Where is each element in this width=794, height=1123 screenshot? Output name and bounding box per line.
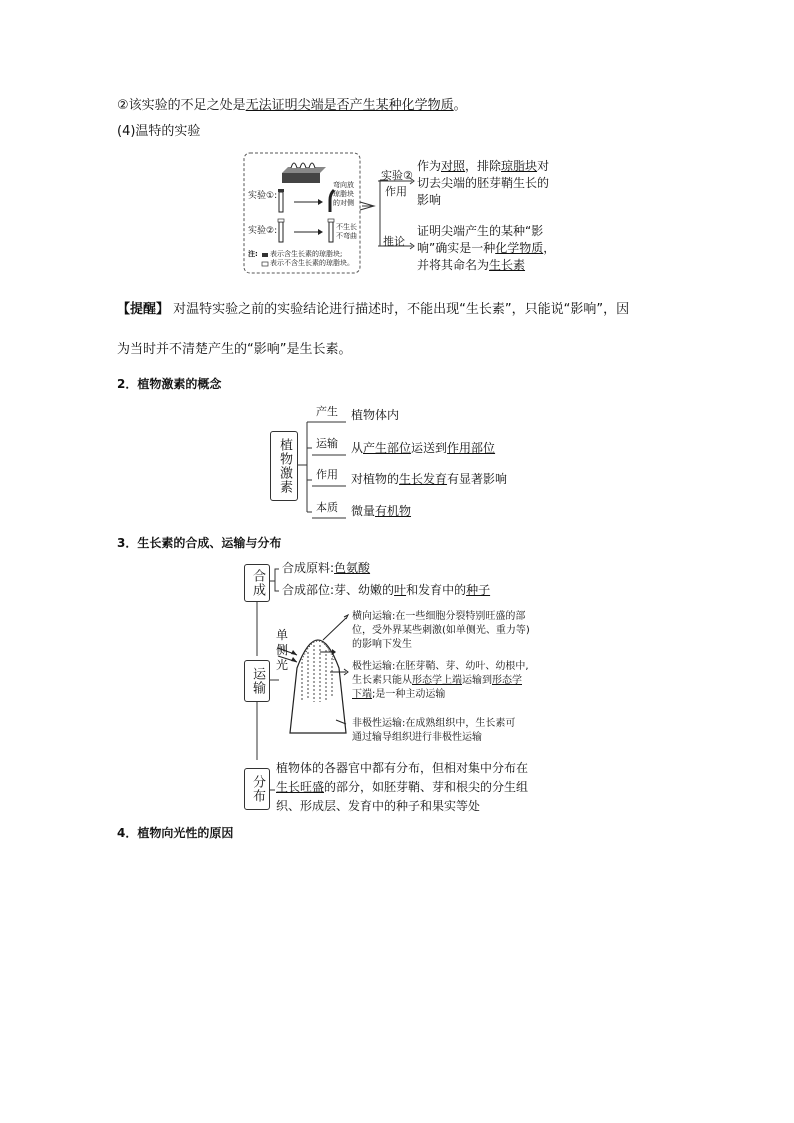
role-text-line1: 作为对照，排除琼脂块对 [417, 159, 550, 173]
concept-text-function: 对植物的生长发育有显著影响 [351, 472, 508, 486]
concept-text-transport: 从产生部位运送到作用部位 [351, 441, 496, 455]
figure-note-2: 表示不含生长素的琼脂块。 [270, 259, 354, 267]
distribution-line3: 织、形成层、发育中的种子和果实等处 [276, 799, 481, 813]
section3-heading: 3．生长素的合成、运输与分布 [117, 536, 282, 550]
polar-transport: 极性运输:在胚芽鞘、芽、幼叶、幼根中, 生长素只能从形态学上端运输到形态学 下端;是一种主动运输 [352, 661, 529, 700]
lateral-transport: 横向运输:在一些细胞分裂特别旺盛的部 位，受外界某些刺激(如单侧光、重力等) 的影响下发生 [352, 611, 530, 650]
infer-line2: 响”确实是一种化学物质， [417, 241, 556, 255]
role-text-line2: 切去尖端的胚芽鞘生长的 [417, 176, 550, 190]
synthesis-material: 合成原料:色氨酸 [282, 561, 371, 575]
concept-label-transport: 运输 [316, 437, 338, 450]
role-label-2: 作用 [385, 185, 407, 198]
synthesis-box: 合成 [244, 564, 270, 602]
infer-line3: 并将其命名为生长素 [417, 258, 526, 272]
section2-heading: 2．植物激素的概念 [117, 377, 222, 391]
transport-box: 运输 [244, 660, 270, 702]
concept-text-produce: 植物体内 [351, 408, 400, 422]
concept-text-essence: 微量有机物 [351, 504, 412, 518]
distribution-line2: 生长旺盛的部分，如胚芽鞘、芽和根尖的分生组 [276, 780, 529, 794]
distribution-line1: 植物体的各器官中都有分布，但相对集中分布在 [276, 761, 529, 775]
distribution-box: 分布 [244, 768, 270, 810]
conclusion-answer: 无法证明尖端是否产生某种化学物质 [245, 98, 454, 113]
exp2-label: 实验②: [248, 226, 278, 236]
conclusion-prefix: ②该实验的不足之处是 [117, 98, 246, 113]
role-label-1: 实验② [381, 169, 413, 182]
tip-line1: 【提醒】 对温特实验之前的实验结论进行描述时，不能出现“生长素”，只能说“影响”，因 [117, 302, 630, 317]
nonpolar-transport: 非极性运输:在成熟组织中，生长素可 通过输导组织进行非极性运输 [352, 718, 516, 743]
synthesis-site: 合成部位:芽、幼嫩的叶和发育中的种子 [282, 583, 491, 597]
section4-heading: 4．植物向光性的原因 [117, 826, 234, 840]
concept-label-function: 作用 [316, 468, 338, 481]
infer-line1: 证明尖端产生的某种“影 [417, 224, 544, 238]
exp2-result: 不生长 不弯曲 [336, 223, 357, 240]
unilateral-light-label: 单侧光 [276, 628, 289, 672]
infer-label: 推论 [383, 235, 405, 248]
coleoptile-outline [290, 640, 346, 733]
exp1-label: 实验①: [248, 191, 278, 201]
exp1-result: 弯向放 琼脂块 的对侧 [333, 181, 354, 207]
went-experiment-heading: (4)温特的实验 [117, 124, 201, 139]
role-text-line3: 影响 [417, 193, 442, 207]
concept-label-produce: 产生 [316, 405, 338, 418]
plant-hormone-box: 植物激素 [270, 431, 298, 501]
concept-label-essence: 本质 [316, 501, 338, 514]
conclusion-suffix: 。 [453, 98, 467, 113]
tip-line2: 为当时并不清楚产生的“影响”是生长素。 [117, 342, 352, 357]
figure-note: 注: 表示含生长素的琼脂块; [248, 250, 343, 258]
tip-tag: 【提醒】 [117, 302, 170, 317]
